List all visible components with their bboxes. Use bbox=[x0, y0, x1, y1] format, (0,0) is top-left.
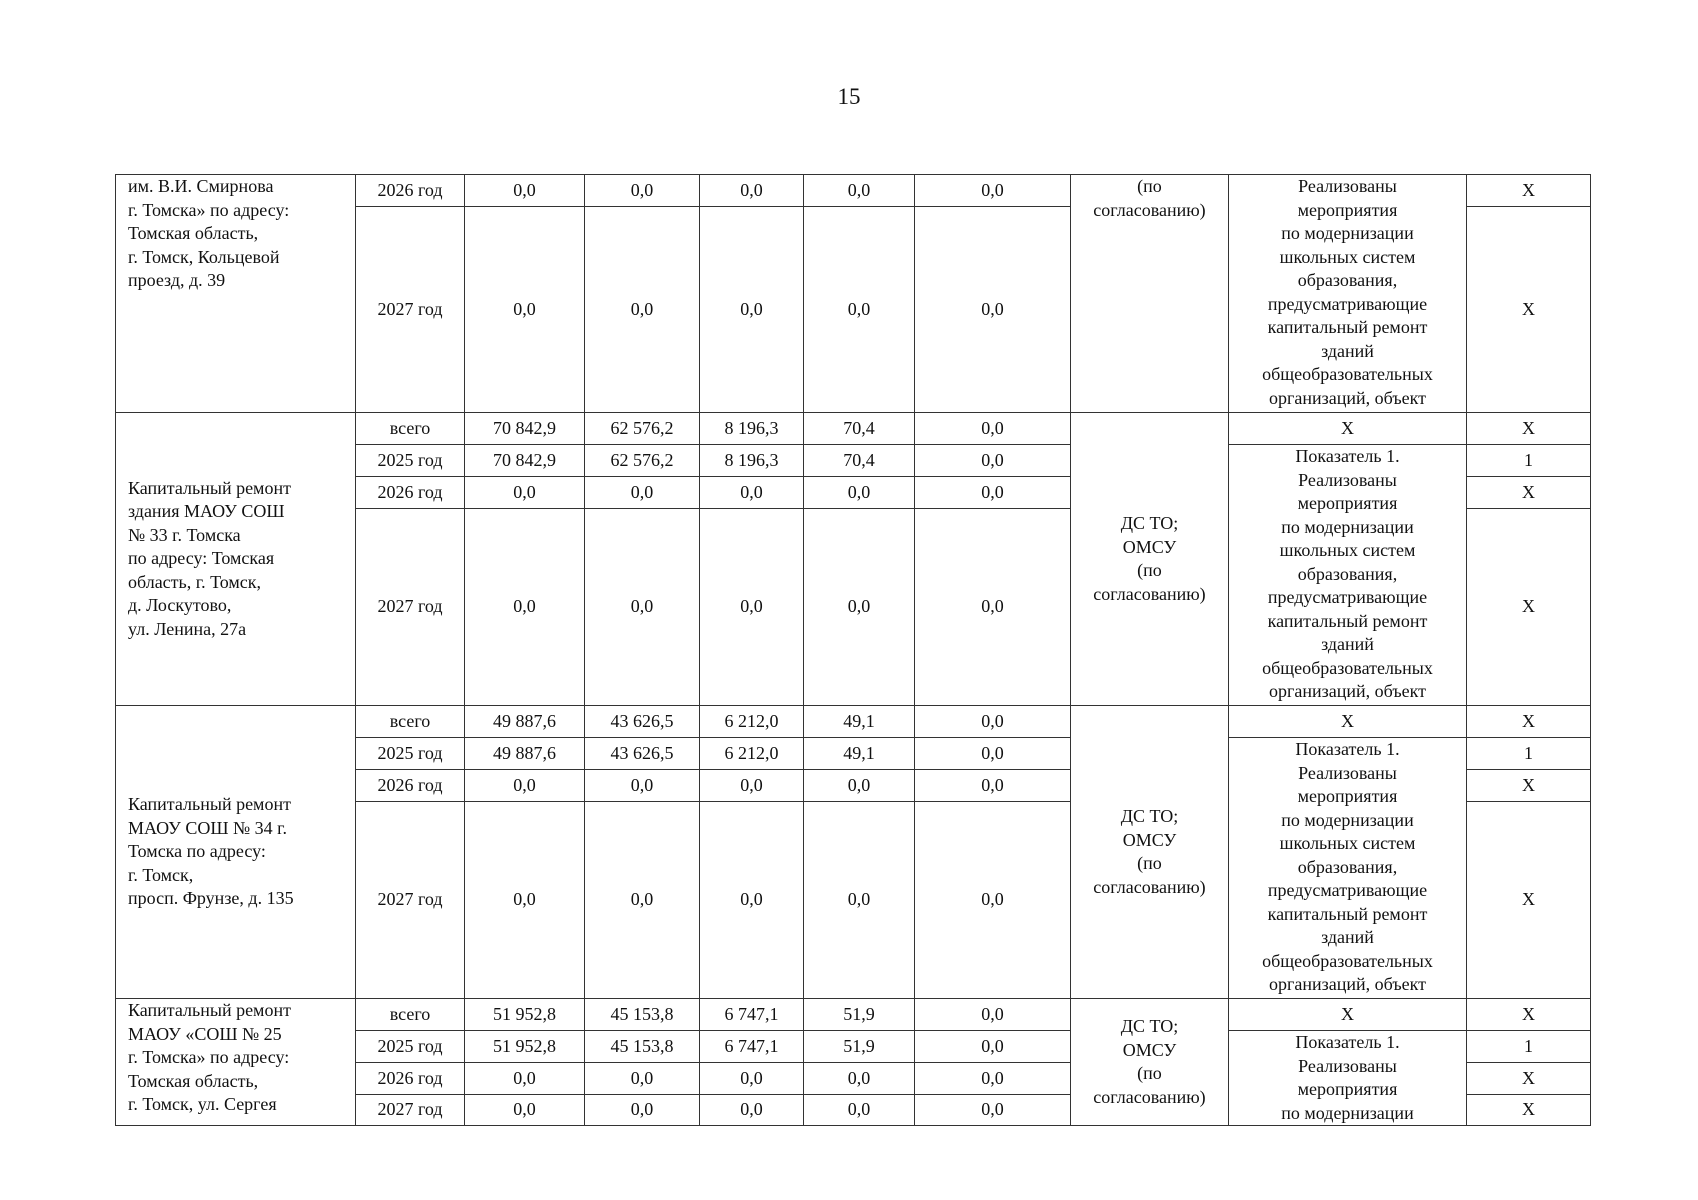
text-line: д. Лоскутово, bbox=[128, 595, 232, 616]
text-line: по модернизации bbox=[1281, 516, 1414, 537]
text-line: капитальный ремонт bbox=[1267, 903, 1428, 924]
year-cell: 2026 год bbox=[356, 175, 465, 207]
table-row bbox=[116, 413, 1591, 445]
value-cell: 6 212,0 bbox=[700, 706, 804, 738]
value-cell: 51 952,8 bbox=[465, 999, 585, 1031]
text-line: образования, bbox=[1297, 563, 1398, 584]
value-cell: 0,0 bbox=[804, 175, 915, 207]
value-cell: 0,0 bbox=[700, 1095, 804, 1126]
year-cell: 2025 год bbox=[356, 445, 465, 477]
text-line: организаций, объект bbox=[1268, 681, 1427, 701]
text-line: Томская область, bbox=[128, 1070, 259, 1091]
value-cell: 0,0 bbox=[585, 802, 700, 999]
text-line: мероприятия bbox=[1297, 1079, 1398, 1099]
value-cell: 51,9 bbox=[804, 1031, 915, 1063]
indicator-cell: Х bbox=[1467, 1095, 1591, 1126]
indicator-cell: Х bbox=[1467, 999, 1591, 1031]
value-cell: 0,0 bbox=[915, 413, 1071, 445]
text-line: им. В.И. Смирнова bbox=[128, 176, 274, 196]
text-line: Капитальный ремонт bbox=[128, 1000, 291, 1020]
text-line: г. Томск, bbox=[128, 864, 194, 885]
value-cell: 43 626,5 bbox=[585, 738, 700, 770]
text-line: общеобразовательных bbox=[1262, 657, 1433, 678]
value-cell: 0,0 bbox=[804, 770, 915, 802]
table-row bbox=[116, 706, 1591, 738]
text-line: капитальный ремонт bbox=[1267, 610, 1428, 631]
value-cell: 0,0 bbox=[915, 1031, 1071, 1063]
text-line: по адресу: Томская bbox=[128, 548, 275, 569]
value-cell: 0,0 bbox=[700, 509, 804, 706]
value-cell: 0,0 bbox=[804, 207, 915, 413]
text-line: предусматривающие bbox=[1267, 587, 1428, 607]
object-name-cell bbox=[116, 413, 356, 706]
value-cell: 0,0 bbox=[804, 477, 915, 509]
value-cell: 0,0 bbox=[585, 175, 700, 207]
executor-cell bbox=[1071, 999, 1229, 1126]
funding-table bbox=[115, 174, 1591, 1126]
text-line: мероприятия bbox=[1297, 493, 1398, 513]
value-cell: 43 626,5 bbox=[585, 706, 700, 738]
value-cell: 6 747,1 bbox=[700, 1031, 804, 1063]
value-cell: 45 153,8 bbox=[585, 999, 700, 1031]
text-line: ДС ТО; bbox=[1120, 513, 1179, 533]
text-line: (по bbox=[1137, 853, 1162, 873]
year-cell: всего bbox=[356, 999, 465, 1031]
text-line: по модернизации bbox=[1281, 1102, 1414, 1123]
year-cell: 2026 год bbox=[356, 770, 465, 802]
value-cell: 0,0 bbox=[700, 207, 804, 413]
result-cell bbox=[1229, 175, 1467, 413]
indicator-cell: Х bbox=[1467, 802, 1591, 999]
text-line: МАОУ СОШ № 34 г. bbox=[128, 817, 288, 838]
value-cell: 0,0 bbox=[585, 770, 700, 802]
text-line: школьных систем bbox=[1279, 833, 1416, 853]
text-line: зданий bbox=[1321, 340, 1374, 361]
text-line: Реализованы bbox=[1298, 176, 1397, 196]
text-line: капитальный ремонт bbox=[1267, 317, 1428, 337]
text-line: ОМСУ bbox=[1122, 1039, 1177, 1060]
value-cell: 0,0 bbox=[465, 207, 585, 413]
indicator-cell: Х bbox=[1467, 413, 1591, 445]
text-line: организаций, объект bbox=[1268, 387, 1427, 408]
indicator-cell: Х bbox=[1467, 706, 1591, 738]
value-cell: 0,0 bbox=[915, 770, 1071, 802]
value-cell: 0,0 bbox=[465, 1095, 585, 1126]
value-cell: 0,0 bbox=[465, 802, 585, 999]
result-total-cell: Х bbox=[1229, 706, 1467, 738]
value-cell: 0,0 bbox=[700, 1063, 804, 1095]
text-line: предусматривающие bbox=[1267, 293, 1428, 314]
text-line: согласованию) bbox=[1093, 876, 1206, 897]
value-cell: 62 576,2 bbox=[585, 445, 700, 477]
result-cell bbox=[1229, 1031, 1467, 1126]
value-cell: 0,0 bbox=[465, 175, 585, 207]
value-cell: 8 196,3 bbox=[700, 445, 804, 477]
value-cell: 0,0 bbox=[585, 207, 700, 413]
value-cell: 49 887,6 bbox=[465, 738, 585, 770]
executor-cell bbox=[1071, 413, 1229, 706]
result-cell bbox=[1229, 445, 1467, 706]
value-cell: 0,0 bbox=[700, 802, 804, 999]
text-line: предусматривающие bbox=[1267, 880, 1428, 900]
value-cell: 0,0 bbox=[915, 738, 1071, 770]
indicator-cell: Х bbox=[1467, 1063, 1591, 1095]
page-number: 15 bbox=[837, 84, 861, 109]
year-cell: 2027 год bbox=[356, 509, 465, 706]
text-line: по модернизации bbox=[1281, 223, 1414, 243]
value-cell: 0,0 bbox=[465, 1063, 585, 1095]
year-cell: всего bbox=[356, 413, 465, 445]
text-line: Реализованы bbox=[1298, 469, 1397, 490]
value-cell: 0,0 bbox=[915, 706, 1071, 738]
year-cell: всего bbox=[356, 706, 465, 738]
year-cell: 2026 год bbox=[356, 477, 465, 509]
value-cell: 0,0 bbox=[915, 1063, 1071, 1095]
value-cell: 49,1 bbox=[804, 738, 915, 770]
text-line: Реализованы bbox=[1298, 762, 1397, 783]
executor-cell bbox=[1071, 706, 1229, 999]
text-line: общеобразовательных bbox=[1262, 364, 1433, 384]
year-cell: 2027 год bbox=[356, 1095, 465, 1126]
value-cell: 6 747,1 bbox=[700, 999, 804, 1031]
value-cell: 70,4 bbox=[804, 413, 915, 445]
text-line: Реализованы bbox=[1298, 1055, 1397, 1076]
value-cell: 0,0 bbox=[915, 509, 1071, 706]
indicator-cell: Х bbox=[1467, 477, 1591, 509]
text-line: согласованию) bbox=[1093, 199, 1206, 220]
text-line: организаций, объект bbox=[1268, 974, 1427, 994]
executor-cell bbox=[1071, 175, 1229, 413]
text-line: образования, bbox=[1297, 270, 1398, 290]
value-cell: 0,0 bbox=[915, 999, 1071, 1031]
value-cell: 0,0 bbox=[700, 770, 804, 802]
value-cell: 6 212,0 bbox=[700, 738, 804, 770]
table-row bbox=[116, 999, 1591, 1031]
value-cell: 0,0 bbox=[915, 175, 1071, 207]
value-cell: 0,0 bbox=[915, 477, 1071, 509]
year-cell: 2026 год bbox=[356, 1063, 465, 1095]
value-cell: 0,0 bbox=[804, 509, 915, 706]
text-line: Капитальный ремонт bbox=[128, 477, 291, 498]
year-cell: 2027 год bbox=[356, 802, 465, 999]
value-cell: 49,1 bbox=[804, 706, 915, 738]
value-cell: 0,0 bbox=[804, 802, 915, 999]
text-line: Показатель 1. bbox=[1295, 1032, 1400, 1052]
object-name-cell bbox=[116, 706, 356, 999]
text-line: (по bbox=[1137, 176, 1162, 196]
text-line: согласованию) bbox=[1093, 1086, 1206, 1107]
text-line: (по bbox=[1137, 1063, 1162, 1083]
year-cell: 2027 год bbox=[356, 207, 465, 413]
value-cell: 70,4 bbox=[804, 445, 915, 477]
result-total-cell: Х bbox=[1229, 413, 1467, 445]
value-cell: 8 196,3 bbox=[700, 413, 804, 445]
text-line: г. Томск, ул. Сергея bbox=[128, 1094, 277, 1114]
indicator-cell: Х bbox=[1467, 770, 1591, 802]
indicator-cell: Х bbox=[1467, 207, 1591, 413]
value-cell: 62 576,2 bbox=[585, 413, 700, 445]
text-line: просп. Фрунзе, д. 135 bbox=[128, 888, 294, 909]
text-line: ОМСУ bbox=[1122, 536, 1177, 557]
year-cell: 2025 год bbox=[356, 738, 465, 770]
value-cell: 0,0 bbox=[585, 509, 700, 706]
object-name-cell bbox=[116, 175, 356, 413]
text-line: Томска по адресу: bbox=[128, 841, 266, 862]
text-line: общеобразовательных bbox=[1262, 950, 1433, 971]
text-line: (по bbox=[1137, 560, 1162, 580]
result-total-cell: Х bbox=[1229, 999, 1467, 1031]
value-cell: 0,0 bbox=[915, 802, 1071, 999]
text-line: ОМСУ bbox=[1122, 829, 1177, 850]
text-line: проезд, д. 39 bbox=[128, 270, 226, 290]
value-cell: 0,0 bbox=[804, 1063, 915, 1095]
text-line: зданий bbox=[1321, 634, 1374, 654]
text-line: здания МАОУ СОШ bbox=[128, 501, 285, 522]
value-cell: 0,0 bbox=[585, 1063, 700, 1095]
indicator-cell: 1 bbox=[1467, 1031, 1591, 1063]
text-line: согласованию) bbox=[1093, 583, 1206, 604]
text-line: г. Томск, Кольцевой bbox=[128, 246, 280, 267]
text-line: школьных систем bbox=[1279, 246, 1416, 267]
indicator-cell: Х bbox=[1467, 509, 1591, 706]
text-line: мероприятия bbox=[1297, 199, 1398, 220]
text-line: Показатель 1. bbox=[1295, 446, 1400, 466]
value-cell: 0,0 bbox=[465, 509, 585, 706]
value-cell: 0,0 bbox=[585, 477, 700, 509]
text-line: Томская область, bbox=[128, 223, 259, 243]
text-line: ДС ТО; bbox=[1120, 1016, 1179, 1036]
text-line: Показатель 1. bbox=[1295, 739, 1400, 759]
value-cell: 49 887,6 bbox=[465, 706, 585, 738]
table-row bbox=[116, 175, 1591, 207]
year-cell: 2025 год bbox=[356, 1031, 465, 1063]
value-cell: 45 153,8 bbox=[585, 1031, 700, 1063]
indicator-cell: Х bbox=[1467, 175, 1591, 207]
value-cell: 0,0 bbox=[915, 207, 1071, 413]
text-line: область, г. Томск, bbox=[128, 571, 262, 592]
text-line: МАОУ «СОШ № 25 bbox=[128, 1023, 282, 1044]
value-cell: 51 952,8 bbox=[465, 1031, 585, 1063]
indicator-cell: 1 bbox=[1467, 738, 1591, 770]
value-cell: 0,0 bbox=[700, 477, 804, 509]
object-name-cell bbox=[116, 999, 356, 1126]
value-cell: 0,0 bbox=[465, 477, 585, 509]
text-line: по модернизации bbox=[1281, 809, 1414, 830]
text-line: г. Томска» по адресу: bbox=[128, 199, 290, 220]
text-line: образования, bbox=[1297, 856, 1398, 877]
text-line: Капитальный ремонт bbox=[128, 794, 291, 815]
value-cell: 70 842,9 bbox=[465, 445, 585, 477]
text-line: ул. Ленина, 27а bbox=[128, 618, 247, 639]
text-line: мероприятия bbox=[1297, 786, 1398, 806]
indicator-cell: 1 bbox=[1467, 445, 1591, 477]
text-line: зданий bbox=[1321, 927, 1374, 947]
text-line: г. Томска» по адресу: bbox=[128, 1047, 290, 1067]
text-line: № 33 г. Томска bbox=[128, 524, 241, 545]
text-line: ДС ТО; bbox=[1120, 806, 1179, 826]
value-cell: 0,0 bbox=[585, 1095, 700, 1126]
value-cell: 0,0 bbox=[465, 770, 585, 802]
value-cell: 70 842,9 bbox=[465, 413, 585, 445]
value-cell: 0,0 bbox=[804, 1095, 915, 1126]
value-cell: 0,0 bbox=[915, 1095, 1071, 1126]
value-cell: 51,9 bbox=[804, 999, 915, 1031]
value-cell: 0,0 bbox=[915, 445, 1071, 477]
text-line: школьных систем bbox=[1279, 540, 1416, 560]
value-cell: 0,0 bbox=[700, 175, 804, 207]
result-cell bbox=[1229, 738, 1467, 999]
